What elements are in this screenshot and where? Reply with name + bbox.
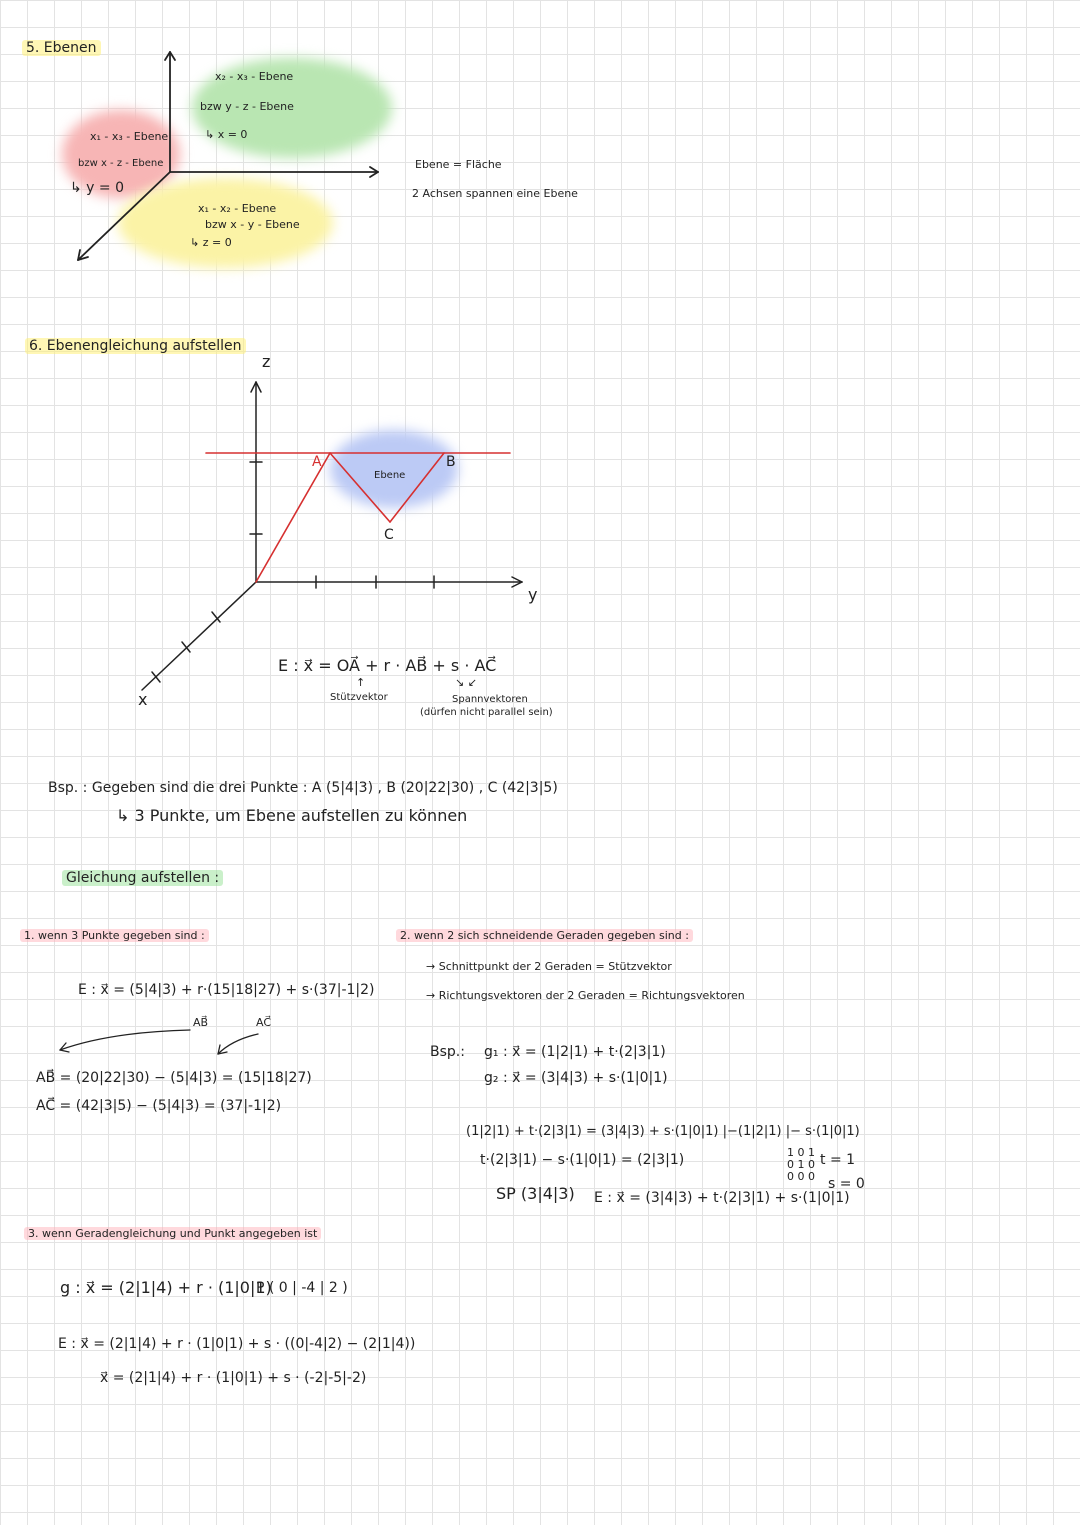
- case1-ac-calc: AC⃗ = (42|3|5) − (5|4|3) = (37|-1|2): [36, 1098, 282, 1114]
- case2-matrix-row1: 1 0 1: [787, 1146, 815, 1159]
- case1-ab-calc: AB⃗ = (20|22|30) − (5|4|3) = (15|18|27): [36, 1070, 312, 1086]
- example-note-line: ↳ 3 Punkte, um Ebene aufstellen zu können: [116, 806, 468, 825]
- note-ebene-flaeche: Ebene = Fläche: [415, 158, 502, 171]
- case2-g1: g₁ : x⃗ = (1|2|1) + t·(2|3|1): [484, 1044, 666, 1060]
- label-x1x2-1: x₁ - x₂ - Ebene: [198, 202, 277, 215]
- axis-x-label: x: [138, 690, 148, 709]
- plane-equation-general: E : x⃗ = OA⃗ + r · AB⃗ + s · AC⃗: [278, 656, 497, 675]
- section6-heading: 6. Ebenengleichung aufstellen: [25, 338, 246, 354]
- case1-under-ac: AC⃗: [256, 1016, 272, 1029]
- axis-y-label: y: [528, 585, 538, 604]
- case2-calc1: (1|2|1) + t·(2|3|1) = (3|4|3) + s·(1|0|1) |−(1|2|1) |− s·(1|0|1): [466, 1124, 860, 1139]
- label-x2x3-2: bzw y - z - Ebene: [200, 100, 294, 113]
- point-c-label: C: [384, 527, 394, 543]
- case2-schnittpunkt: SP (3|4|3): [496, 1184, 575, 1203]
- case2-bsp-label: Bsp.:: [430, 1044, 465, 1060]
- axis-z-label: z: [262, 352, 271, 371]
- gleichung-heading: Gleichung aufstellen :: [62, 870, 223, 886]
- case2-bullet1: → Schnittpunkt der 2 Geraden = Stützvektor: [426, 960, 672, 973]
- spannvektoren-label: Spannvektoren: [452, 694, 528, 705]
- label-x1x3-3: ↳ y = 0: [70, 180, 125, 196]
- case1-equation: E : x⃗ = (5|4|3) + r·(15|18|27) + s·(37|-1|2): [78, 982, 375, 998]
- label-x1x2-2: bzw x - y - Ebene: [205, 218, 300, 231]
- case1-title: 1. wenn 3 Punkte gegeben sind :: [20, 929, 209, 942]
- case2-plane-equation: E : x⃗ = (3|4|3) + t·(2|3|1) + s·(1|0|1): [594, 1190, 850, 1206]
- case2-bullet2: → Richtungsvektoren der 2 Geraden = Richtungsvektoren: [426, 989, 745, 1002]
- case2-matrix-row2: 0 1 0: [787, 1158, 815, 1171]
- case2-calc2: t·(2|3|1) − s·(1|0|1) = (2|3|1): [480, 1152, 685, 1168]
- label-x1x3-2: bzw x - z - Ebene: [78, 158, 164, 169]
- arrow-spannvektoren: ↘ ↙: [455, 676, 477, 689]
- label-x2x3-3: ↳ x = 0: [205, 128, 248, 141]
- stuetzvektor-label: Stützvektor: [330, 692, 388, 703]
- note-achsen-spannen: 2 Achsen spannen eine Ebene: [412, 187, 578, 200]
- case2-title: 2. wenn 2 sich schneidende Geraden gegeben sind :: [396, 929, 693, 942]
- case3-line-equation: g : x⃗ = (2|1|4) + r · (1|0|1): [60, 1278, 272, 1297]
- case2-result-t: t = 1: [820, 1152, 856, 1168]
- case2-result-s: s = 0: [828, 1176, 865, 1192]
- label-x1x2-3: ↳ z = 0: [190, 236, 232, 249]
- plane-ebene-label: Ebene: [374, 470, 406, 481]
- example-points-line: Bsp. : Gegeben sind die drei Punkte : A (5|4|3) , B (20|22|30) , C (42|3|5): [48, 780, 558, 796]
- case2-g2: g₂ : x⃗ = (3|4|3) + s·(1|0|1): [484, 1070, 668, 1086]
- label-x1x3-1: x₁ - x₃ - Ebene: [90, 130, 169, 143]
- case3-plane-eq1: E : x⃗ = (2|1|4) + r · (1|0|1) + s · ((0|-4|2) − (2|1|4)): [58, 1336, 416, 1352]
- label-x2x3-1: x₂ - x₃ - Ebene: [215, 70, 294, 83]
- case2-matrix-row3: 0 0 0: [787, 1170, 815, 1183]
- point-a-label: A: [312, 454, 322, 470]
- case3-title: 3. wenn Geradengleichung und Punkt angegeben ist: [24, 1227, 321, 1240]
- arrow-stuetzvektor: ↑: [356, 676, 366, 689]
- point-b-label: B: [446, 454, 456, 470]
- case1-under-ab: AB⃗: [193, 1016, 209, 1029]
- section5-heading: 5. Ebenen: [22, 40, 101, 56]
- case3-plane-eq2: x⃗ = (2|1|4) + r · (1|0|1) + s · (-2|-5|-2): [100, 1370, 367, 1386]
- case3-point: P ( 0 | -4 | 2 ): [256, 1280, 348, 1296]
- spannvektoren-note: (dürfen nicht parallel sein): [420, 707, 553, 718]
